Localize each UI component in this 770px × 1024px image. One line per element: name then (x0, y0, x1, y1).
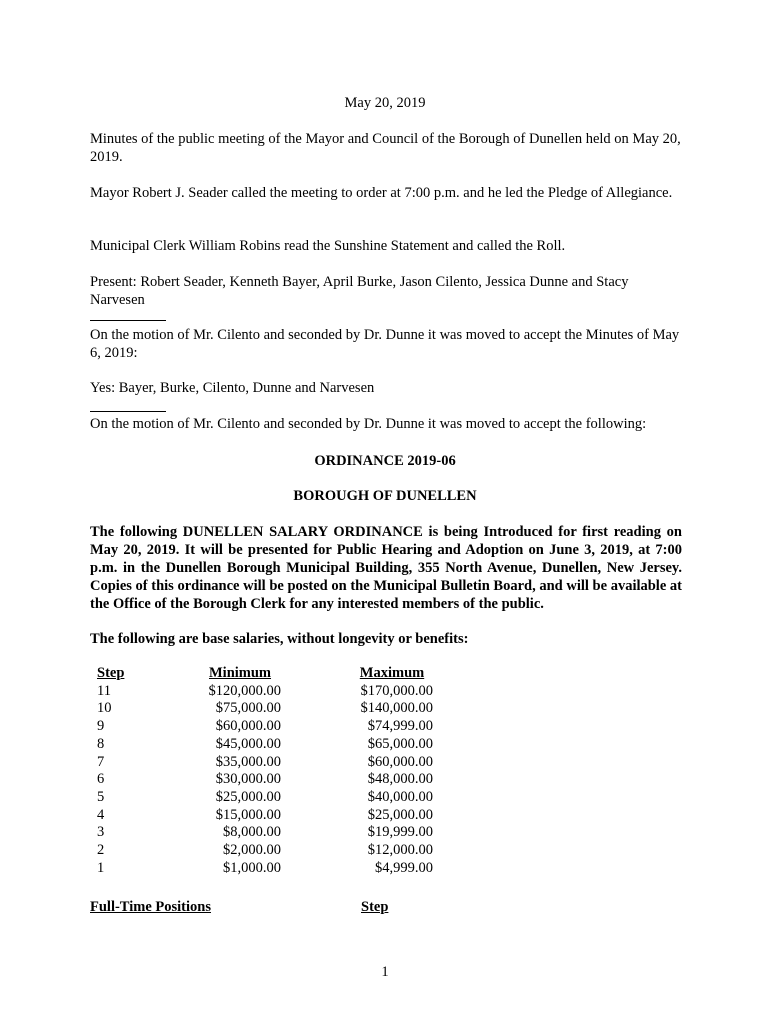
table-row (90, 700, 433, 718)
sunshine-paragraph: Municipal Clerk William Robins read the Sunshine Statement and called the Roll. (90, 238, 566, 254)
separator-line (90, 411, 166, 412)
step-cell: 4 (97, 806, 105, 823)
full-time-positions-heading: Full-Time Positions (90, 899, 211, 915)
step-cell: 2 (97, 842, 105, 859)
minimum-cell: $8,000.00 (223, 824, 281, 841)
minimum-cell: $1,000.00 (223, 859, 281, 876)
minimum-cell: $30,000.00 (215, 771, 281, 788)
table-row (90, 736, 433, 754)
column-gap (281, 771, 351, 789)
base-salaries-heading: The following are base salaries, without longevity or benefits: (90, 631, 469, 647)
table-row (90, 842, 433, 860)
table-row (90, 683, 433, 701)
step-cell: 7 (97, 753, 105, 770)
maximum-cell: $60,000.00 (367, 753, 433, 770)
column-gap (281, 754, 351, 772)
column-gap (281, 824, 351, 842)
column-gap (281, 718, 351, 736)
call-to-order-paragraph: Mayor Robert J. Seader called the meeting to order at 7:00 p.m. and he led the Pledge of Allegiance. (90, 185, 673, 201)
column-gap (281, 700, 351, 718)
column-gap (281, 665, 351, 683)
maximum-cell: $25,000.00 (367, 806, 433, 823)
minimum-column-header: Minimum (208, 665, 272, 681)
ordinance-number: ORDINANCE 2019-06 (314, 453, 456, 469)
minutes-paragraph: Minutes of the public meeting of the Mayor and Council of the Borough of Dunellen held on May 20, 2019. (90, 131, 681, 165)
salary-table-body (90, 683, 433, 878)
positions-step-heading: Step (361, 899, 389, 915)
maximum-cell: $48,000.00 (367, 771, 433, 788)
maximum-cell: $19,999.00 (367, 824, 433, 841)
minimum-cell: $120,000.00 (208, 682, 281, 699)
page-number: 1 (381, 964, 389, 980)
step-cell: 9 (97, 718, 105, 735)
table-row (90, 754, 433, 772)
minimum-cell: $45,000.00 (215, 735, 281, 752)
maximum-cell: $4,999.00 (375, 859, 433, 876)
column-gap (281, 789, 351, 807)
step-cell: 8 (97, 735, 105, 752)
meeting-date: May 20, 2019 (344, 95, 426, 111)
maximum-cell: $12,000.00 (367, 842, 433, 859)
minimum-cell: $2,000.00 (223, 842, 281, 859)
step-cell: 3 (97, 824, 105, 841)
table-row (90, 824, 433, 842)
minimum-cell: $60,000.00 (215, 718, 281, 735)
maximum-cell: $170,000.00 (360, 682, 433, 699)
salary-table-header (90, 665, 433, 683)
step-cell: 11 (97, 682, 111, 699)
maximum-cell: $40,000.00 (367, 788, 433, 805)
maximum-column-header: Maximum (359, 665, 425, 681)
motion-minutes-paragraph: On the motion of Mr. Cilento and seconded by Dr. Dunne it was moved to accept the Minutes of May 6, 2019: (90, 327, 680, 361)
salary-table (90, 665, 433, 877)
column-gap (281, 736, 351, 754)
separator-line (90, 320, 166, 321)
column-gap (281, 860, 351, 878)
table-row (90, 718, 433, 736)
step-cell: 6 (97, 771, 105, 788)
table-row (90, 771, 433, 789)
motion-following-paragraph: On the motion of Mr. Cilento and seconded by Dr. Dunne it was moved to accept the following: (90, 416, 647, 432)
column-gap (281, 842, 351, 860)
maximum-cell: $74,999.00 (367, 718, 433, 735)
yes-vote-paragraph: Yes: Bayer, Burke, Cilento, Dunne and Narvesen (90, 380, 375, 396)
minimum-cell: $75,000.00 (215, 700, 281, 717)
column-gap (281, 807, 351, 825)
minimum-cell: $35,000.00 (215, 753, 281, 770)
step-cell: 10 (97, 700, 112, 717)
roll-present-paragraph: Present: Robert Seader, Kenneth Bayer, April Burke, Jason Cilento, Jessica Dunne and Stacy Narvesen (90, 274, 629, 308)
step-cell: 1 (97, 859, 105, 876)
step-cell: 5 (97, 788, 105, 805)
ordinance-intro-paragraph: The following DUNELLEN SALARY ORDINANCE is being Introduced for first reading on May 20, 2019. It will be presented for Public Hearing and Adoption on June 3, 2019, at 7:00 p.m. in the Dunellen Borough Municipal Building, 355 North Avenue, Dunellen, New Jersey. Copies of this ordinance will be posted on the Municipal Bulletin Board, and will be available at the Office of the Borough Clerk for any interested members of the public. (90, 524, 682, 612)
column-gap (281, 683, 351, 701)
maximum-cell: $65,000.00 (367, 735, 433, 752)
step-column-header: Step (97, 665, 125, 681)
minimum-cell: $25,000.00 (215, 788, 281, 805)
ordinance-borough: BOROUGH OF DUNELLEN (293, 488, 477, 504)
maximum-cell: $140,000.00 (360, 700, 433, 717)
table-row (90, 860, 433, 878)
table-row (90, 807, 433, 825)
minimum-cell: $15,000.00 (215, 806, 281, 823)
table-row (90, 789, 433, 807)
